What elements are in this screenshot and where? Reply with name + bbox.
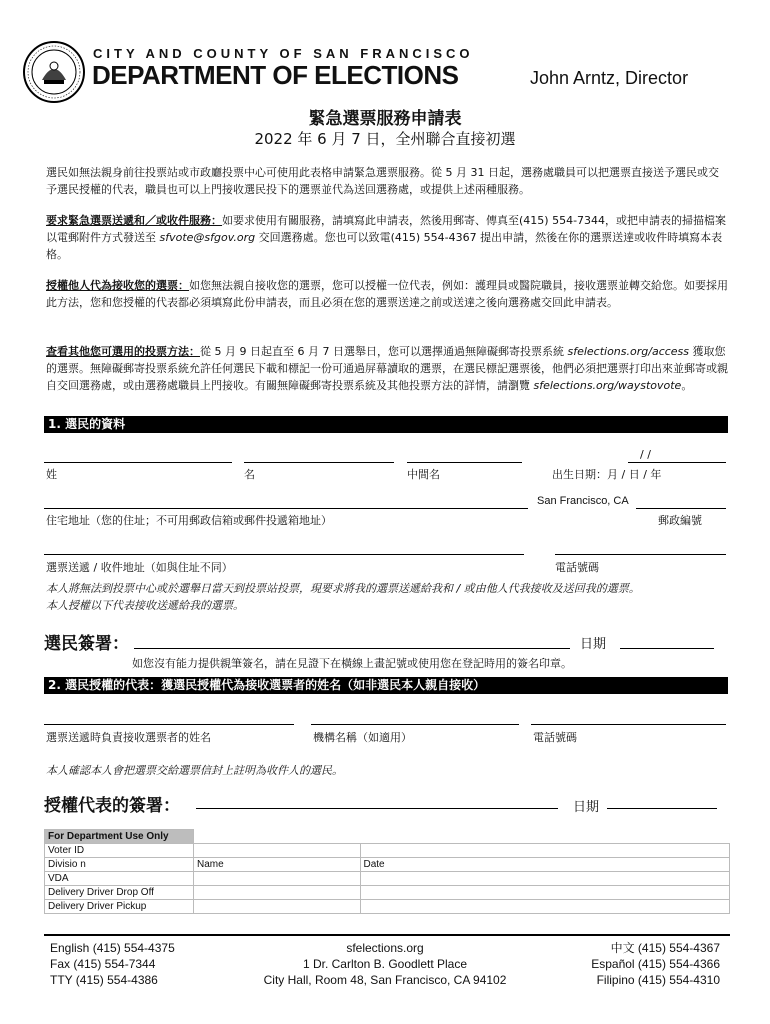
name-label: Name [194, 858, 361, 872]
organization-name-label: 機構名稱（如適用） [313, 731, 412, 744]
dob-line[interactable] [628, 462, 726, 463]
table-row: Delivery Driver Drop Off [45, 886, 194, 900]
authorize-paragraph: 授權他人代為接收您的選票：如您無法親自接收您的選票，您可以授權一位代表，例如：護理員或醫院職員，接收選票並轉交給您。如要採用此方法，您和您授權的代表都必須填寫此份申請表，而且必須在您的選票送達之前或送達之後向選務處交回此申請表。 [46, 279, 728, 309]
department-heading: DEPARTMENT OF ELECTIONS [92, 60, 459, 90]
dob-slashes: / / [640, 448, 651, 461]
table-row: Delivery Driver Pickup [45, 900, 194, 914]
delivery-address-line[interactable] [44, 554, 524, 555]
footer-website[interactable]: sfelections.org [346, 941, 424, 955]
voter-signature-label: 選民簽署： [44, 634, 129, 654]
signature-note: 如您沒有能力提供親筆簽名，請在見證下在橫線上畫記號或使用您在登記時用的簽名印章。 [132, 657, 572, 670]
table-row: Voter ID [45, 844, 194, 858]
representative-name-line[interactable] [44, 724, 294, 725]
table-row: Divisio n [45, 858, 194, 872]
last-name-label: 姓 [46, 468, 57, 481]
representative-signature-line[interactable] [196, 808, 558, 809]
city-prefix: San Francisco, CA [537, 495, 629, 507]
access-link[interactable]: sfelections.org/access [567, 345, 690, 358]
voter-signature-line[interactable] [134, 648, 570, 649]
request-heading: 要求緊急選票送遞和／或收件服務： [46, 214, 222, 227]
representative-statement: 本人確認本人會把選票交給選票信封上註明為收件人的選民。 [46, 764, 343, 777]
intro-paragraph: 選民如無法親身前往投票站或市政廳投票中心可使用此表格申請緊急選票服務。從 5 月 31 日起，選務處職員可以把選票直接送予選民或交予選民授權的代表，職員也可以上門接收選民投下的選票並代為送回選務處，或提供上述兩種服務。 [46, 166, 719, 196]
department-use-table [44, 829, 730, 914]
zip-label: 郵政編號 [658, 514, 702, 527]
zip-line[interactable] [636, 508, 726, 509]
voter-statement-1: 本人將無法到投票中心或於選舉日當天到投票站投票，現要求將我的選票送遞給我和 / 或由他人代我接收及送回我的選票。 [46, 582, 640, 595]
dob-label: 出生日期：月 / 日 / 年 [552, 468, 662, 481]
voter-date-line[interactable] [620, 648, 714, 649]
last-name-line[interactable] [44, 462, 232, 463]
footer-right: 中文 (415) 554-4367 Español (415) 554-4366 Filipino (415) 554-4310 [591, 941, 720, 987]
director-name: John Arntz, Director [530, 68, 689, 88]
department-use-header: For Department Use Only [45, 830, 194, 844]
middle-name-line[interactable] [407, 462, 522, 463]
city-county-heading: CITY AND COUNTY OF SAN FRANCISCO [93, 46, 474, 61]
table-row: VDA [45, 872, 194, 886]
other-methods-paragraph: 查看其他您可選用的投票方法：從 5 月 9 日起直至 6 月 7 日選舉日，您可以選擇通過無障礙郵寄投票系統 sfelections.org/access 獲取您的選票。無障礙郵寄投票系統允許任何選民下載和標記一份可通過屏幕讀取的選票，在選民標記選票後，他們必須把選票打印出來並郵寄或親自交回選務處，或由選務處職員上門接收。有關無障礙郵寄投票系統及其他投票方法的詳情，請瀏覽 sfelections.org/waystovote。 [46, 345, 728, 392]
footer-center: sfelections.org 1 Dr. Carlton B. Goodlett Place City Hall, Room 48, San Francisco, CA 94102 [230, 940, 540, 988]
representative-signature-label: 授權代表的簽署： [44, 796, 180, 816]
representative-phone-label: 電話號碼 [533, 731, 577, 744]
first-name-label: 名 [244, 468, 255, 481]
middle-name-label: 中間名 [407, 468, 440, 481]
other-methods-heading: 查看其他您可選用的投票方法： [46, 345, 200, 358]
request-paragraph: 要求緊急選票送遞和／或收件服務：如要求使用有關服務，請填寫此申請表，然後用郵寄、傳真至(415) 554-7344，或把申請表的掃描檔案以電郵附件方式發送至 sfvote@sfgov.org 交回選務處。您也可以致電(415) 554-4367 提出申請，然後在你的選票送達或收件時填寫本表格。 [46, 214, 727, 261]
first-name-line[interactable] [244, 462, 394, 463]
date-label: Date [360, 858, 730, 872]
voter-date-label: 日期 [580, 637, 607, 652]
representative-phone-line[interactable] [531, 724, 726, 725]
residence-address-label: 住宅地址（您的住址；不可用郵政信箱或郵件投遞箱地址） [46, 514, 332, 527]
representative-date-label: 日期 [573, 800, 600, 815]
organization-name-line[interactable] [311, 724, 519, 725]
form-subtitle: 2022 年 6 月 7 日，全州聯合直接初選 [254, 130, 516, 148]
voter-phone-label: 電話號碼 [555, 561, 599, 574]
representative-name-label: 選票送遞時負責接收選票者的姓名 [46, 731, 211, 744]
delivery-address-label: 選票送遞 / 收件地址（如與住址不同） [46, 561, 233, 574]
authorize-heading: 授權他人代為接收您的選票： [46, 279, 189, 292]
representative-date-line[interactable] [607, 808, 717, 809]
waystovote-link[interactable]: sfelections.org/waystovote [533, 379, 682, 392]
voter-phone-line[interactable] [555, 554, 726, 555]
email-link[interactable]: sfvote@sfgov.org [159, 231, 256, 244]
city-seal-icon [22, 40, 86, 104]
residence-address-line[interactable] [44, 508, 528, 509]
footer-left: English (415) 554-4375 Fax (415) 554-7344 TTY (415) 554-4386 [50, 941, 175, 987]
voter-statement-2: 本人授權以下代表接收送遞給我的選票。 [46, 599, 244, 612]
section1-bar: 1. 選民的資料 [44, 416, 728, 433]
section2-bar: 2. 選民授權的代表：獲選民授權代為接收選票者的姓名（如非選民本人親自接收） [44, 677, 728, 694]
footer-rule [44, 934, 730, 936]
form-title: 緊急選票服務申請表 [308, 109, 462, 129]
